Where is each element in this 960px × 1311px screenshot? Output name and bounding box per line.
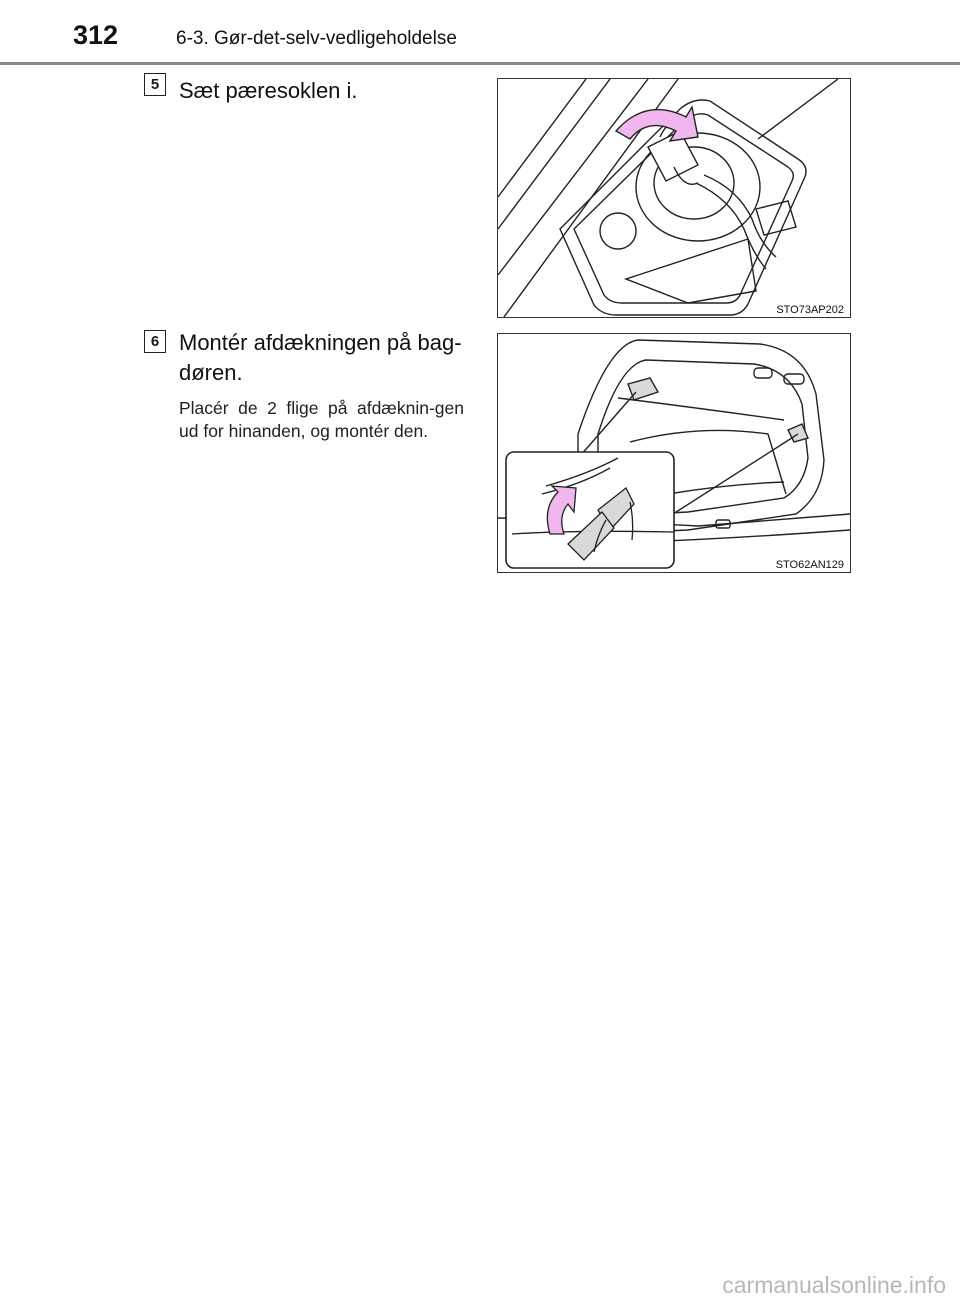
- section-title: 6-3. Gør-det-selv-vedligeholdelse: [176, 28, 457, 49]
- watermark: carmanualsonline.info: [722, 1272, 946, 1298]
- step-number-6: 6: [144, 330, 166, 353]
- cover-detail-inset: [506, 452, 674, 568]
- step-6-heading-line2: døren.: [179, 360, 243, 385]
- rotate-arrow-icon: [616, 107, 698, 141]
- page-number: 312: [73, 20, 119, 50]
- figure-code: STO62AN129: [775, 559, 844, 571]
- step-6-description: Placér de 2 flige på afdæknin-gen ud for hinanden, og montér den.: [179, 398, 464, 441]
- figure-code: STO73AP202: [776, 304, 844, 316]
- bulb-socket-illustration: [498, 79, 850, 317]
- step-6-heading-line1: Montér afdækningen på bag-: [179, 330, 462, 355]
- header-divider: [0, 62, 960, 65]
- figure-bulb-socket: [497, 78, 851, 318]
- tailgate-cover-illustration: [498, 334, 850, 572]
- step-number-5: 5: [144, 73, 166, 96]
- figure-tailgate-cover: [497, 333, 851, 573]
- step-5-heading: Sæt pæresoklen i.: [179, 78, 358, 103]
